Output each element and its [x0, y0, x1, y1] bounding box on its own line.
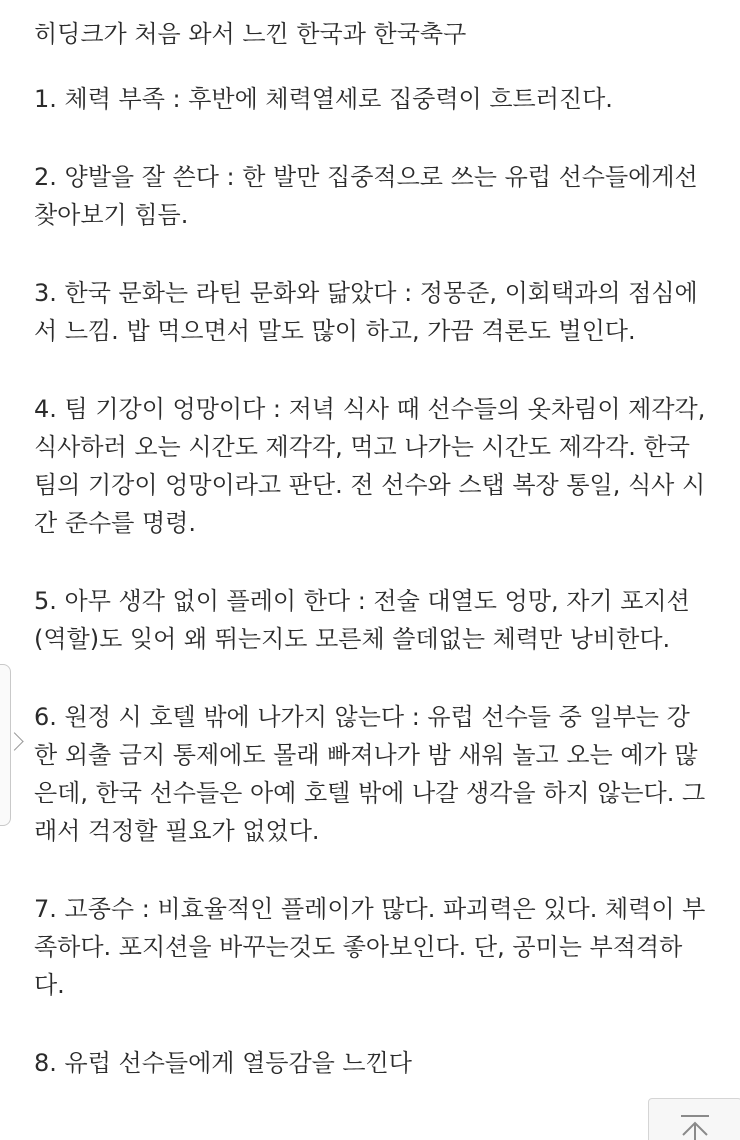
text-line: 3. 한국 문화는 라틴 문화와 닮았다 : 정몽준, 이회택과의 점심에 [34, 279, 698, 307]
text-line: 래서 걱정할 필요가 없었다. [34, 817, 320, 845]
arrow-up-icon [679, 1113, 711, 1140]
chevron-right-icon [5, 732, 23, 750]
list-item [34, 390, 724, 542]
text-line: 찾아보기 힘듬. [34, 201, 189, 229]
list-item [34, 1044, 724, 1082]
text-line: 은데, 한국 선수들은 아예 호텔 밖에 나갈 생각을 하지 않는다. 그 [34, 779, 706, 807]
text-line: 간 준수를 명령. [34, 509, 196, 537]
text-line: 8. 유럽 선수들에게 열등감을 느낀다 [34, 1049, 412, 1077]
text-line: (역할)도 잊어 왜 뛰는지도 모른체 쓸데없는 체력만 낭비한다. [34, 625, 671, 653]
text-line: 4. 팀 기강이 엉망이다 : 저녁 식사 때 선수들의 옷차림이 제각각, [34, 395, 706, 423]
list-item [34, 698, 724, 850]
list-item [34, 274, 724, 350]
text-line: 1. 체력 부족 : 후반에 체력열세로 집중력이 흐트러진다. [34, 85, 613, 113]
text-line: 6. 원정 시 호텔 밖에 나가지 않는다 : 유럽 선수들 중 일부는 강 [34, 703, 690, 731]
text-line: 서 느낌. 밥 먹으면서 말도 많이 하고, 가끔 격론도 벌인다. [34, 317, 636, 345]
text-line: 족하다. 포지션을 바꾸는것도 좋아보인다. 단, 공미는 부적격하 [34, 933, 683, 961]
text-line: 팀의 기강이 엉망이라고 판단. 전 선수와 스탭 복장 통일, 식사 시 [34, 471, 706, 499]
post-content [34, 14, 724, 1122]
text-line: 5. 아무 생각 없이 플레이 한다 : 전술 대열도 엉망, 자기 포지션 [34, 587, 690, 615]
list-item [34, 158, 724, 234]
post-title: 히딩크가 처음 와서 느낀 한국과 한국축구 [34, 20, 467, 48]
text-line: 한 외출 금지 통제에도 몰래 빠져나가 밤 새워 놀고 오는 예가 많 [34, 741, 698, 769]
text-line: 식사하러 오는 시간도 제각각, 먹고 나가는 시간도 제각각. 한국 [34, 433, 690, 461]
list-item [34, 582, 724, 658]
scroll-to-top-button[interactable] [648, 1098, 740, 1140]
text-line: 다. [34, 971, 65, 999]
side-drawer-tab[interactable] [0, 664, 11, 826]
list-item [34, 890, 724, 1004]
list-item [34, 80, 724, 118]
text-line: 7. 고종수 : 비효율적인 플레이가 많다. 파괴력은 있다. 체력이 부 [34, 895, 706, 923]
text-line: 2. 양발을 잘 쓴다 : 한 발만 집중적으로 쓰는 유럽 선수들에게선 [34, 163, 698, 191]
